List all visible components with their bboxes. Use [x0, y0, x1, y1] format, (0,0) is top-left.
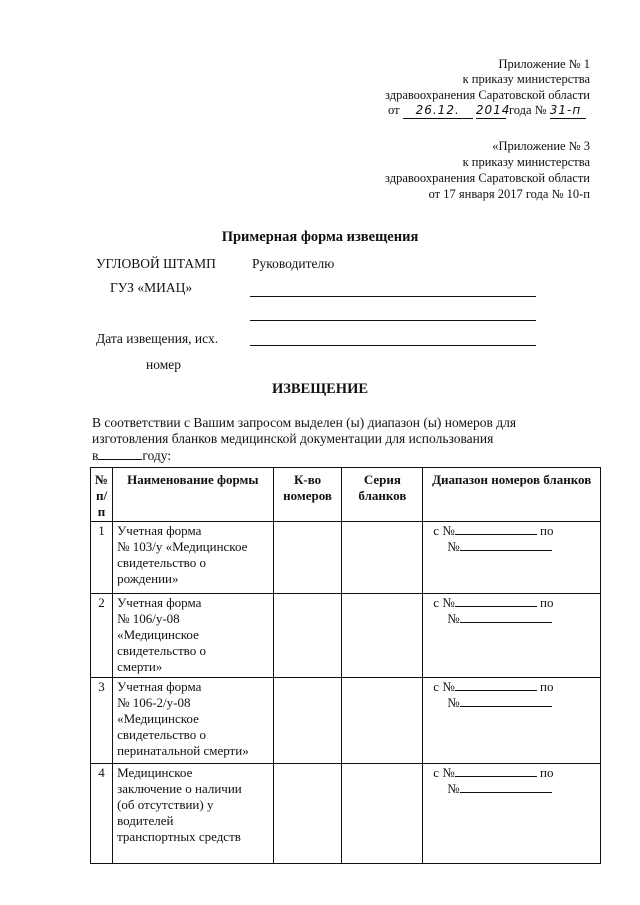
appendix1-line3: здравоохранения Саратовской области [385, 88, 590, 102]
recipient-label: Руководителю [252, 256, 335, 271]
range-to-label: по [539, 679, 554, 694]
series-cell[interactable] [342, 522, 423, 594]
range-to-label: по [539, 765, 554, 780]
count-cell[interactable] [273, 522, 342, 594]
handwritten-date: 26.12. [403, 102, 473, 119]
header-series: Серия бланков [342, 468, 423, 522]
allocation-table [90, 467, 601, 864]
row-line: Учетная форма [117, 523, 202, 538]
range-no-label: № [447, 695, 460, 710]
org-label: ГУЗ «МИАЦ» [110, 280, 193, 295]
table-row [91, 678, 601, 764]
range-to-blank[interactable] [460, 792, 552, 793]
appendix3-line4: от 17 января 2017 года № 10-п [428, 187, 590, 201]
range-from-label: с № [433, 765, 455, 780]
range-cell[interactable] [423, 764, 601, 864]
row-num: 2 [91, 594, 113, 678]
count-cell[interactable] [273, 594, 342, 678]
range-no-label: № [447, 539, 460, 554]
range-from-blank[interactable] [455, 776, 537, 777]
handwritten-year: 2014 [475, 103, 511, 117]
range-from-blank[interactable] [455, 690, 537, 691]
row-form-name [113, 764, 274, 864]
table-row [91, 522, 601, 594]
intro-line-2: изготовления бланков медицинской документации для использования [92, 431, 494, 446]
row-line: Медицинское [117, 765, 193, 780]
appendix1-line2: к приказу министерства [462, 72, 590, 86]
series-cell[interactable] [342, 764, 423, 864]
range-from-label: с № [433, 679, 455, 694]
appendix1-line1: Приложение № 1 [498, 57, 590, 71]
intro-suffix: году: [142, 448, 172, 463]
row-line: «Медицинское [117, 711, 199, 726]
row-line: свидетельство о [117, 727, 206, 742]
row-line: заключение о наличии [117, 781, 242, 796]
range-cell[interactable] [423, 522, 601, 594]
table-header-row [91, 468, 601, 522]
recipient-line-2[interactable] [250, 320, 536, 321]
range-to-blank[interactable] [460, 622, 552, 623]
appendix3-line3: здравоохранения Саратовской области [385, 171, 590, 185]
row-line: транспортных средств [117, 829, 241, 844]
stamp-label: УГЛОВОЙ ШТАМП [96, 256, 216, 271]
notice-heading: ИЗВЕЩЕНИЕ [271, 381, 369, 397]
recipient-line-1[interactable] [250, 296, 536, 297]
intro-line-3 [92, 447, 171, 465]
from-label: от [388, 103, 400, 117]
notice-date-line[interactable] [250, 345, 536, 346]
handwritten-number: 31-п [550, 102, 586, 119]
range-to-label: по [539, 595, 554, 610]
table-row [91, 764, 601, 864]
appendix1-date-line [388, 102, 586, 119]
row-line: № 106/у-08 [117, 611, 180, 626]
row-line: смерти» [117, 659, 163, 674]
row-line: № 103/у «Медицинское [117, 539, 248, 554]
range-cell[interactable] [423, 678, 601, 764]
header-num: № п/п [91, 468, 113, 522]
count-cell[interactable] [273, 678, 342, 764]
range-to-label: по [539, 523, 554, 538]
row-line: перинатальной смерти» [117, 743, 249, 758]
appendix3-line2: к приказу министерства [462, 155, 590, 169]
year-blank[interactable] [98, 459, 142, 460]
row-form-name [113, 522, 274, 594]
range-no-label: № [447, 611, 460, 626]
row-form-name [113, 678, 274, 764]
row-line: «Медицинское [117, 627, 199, 642]
range-from-blank[interactable] [455, 606, 537, 607]
row-line: Учетная форма [117, 679, 202, 694]
row-line: водителей [117, 813, 174, 828]
series-cell[interactable] [342, 594, 423, 678]
range-cell[interactable] [423, 594, 601, 678]
notice-number-label: номер [146, 357, 182, 372]
row-line: Учетная форма [117, 595, 202, 610]
header-range: Диапазон номеров бланков [423, 468, 601, 522]
range-to-blank[interactable] [460, 550, 552, 551]
table-row [91, 594, 601, 678]
form-title: Примерная форма извещения [221, 229, 419, 245]
row-num: 3 [91, 678, 113, 764]
intro-prefix: в [92, 448, 99, 463]
range-no-label: № [447, 781, 460, 796]
year-suffix: года № [508, 103, 547, 117]
series-cell[interactable] [342, 678, 423, 764]
row-num: 4 [91, 764, 113, 864]
appendix3-line1: «Приложение № 3 [492, 139, 590, 153]
row-line: (об отсутствии) у [117, 797, 214, 812]
header-count: К-во номеров [273, 468, 342, 522]
row-form-name [113, 594, 274, 678]
intro-line-1: В соответствии с Вашим запросом выделен (ы) диапазон (ы) номеров для [92, 415, 517, 430]
header-name: Наименование формы [113, 468, 274, 522]
row-line: свидетельство о [117, 643, 206, 658]
row-line: свидетельство о [117, 555, 206, 570]
row-line: рождении» [117, 571, 179, 586]
notice-date-label: Дата извещения, исх. [96, 331, 219, 346]
range-from-blank[interactable] [455, 534, 537, 535]
row-line: № 106-2/у-08 [117, 695, 191, 710]
row-num: 1 [91, 522, 113, 594]
range-from-label: с № [433, 523, 455, 538]
range-to-blank[interactable] [460, 706, 552, 707]
count-cell[interactable] [273, 764, 342, 864]
range-from-label: с № [433, 595, 455, 610]
